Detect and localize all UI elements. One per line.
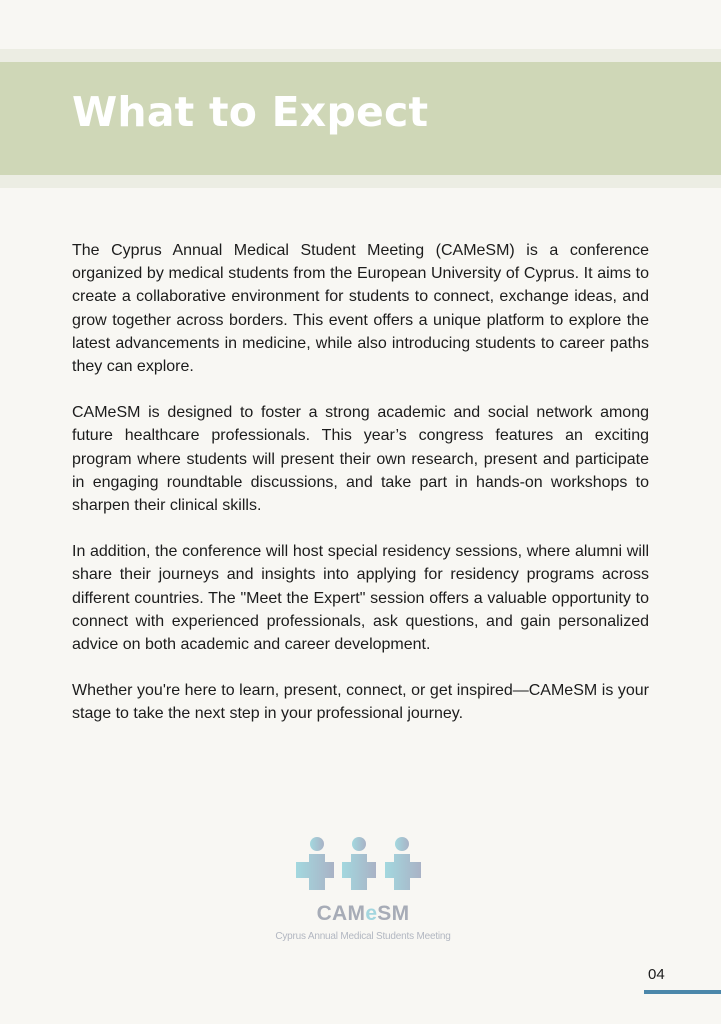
page-number: 04 xyxy=(648,966,665,983)
paragraph-intro: The Cyprus Annual Medical Student Meeting (CAMeSM) is a conference organized by medical students from the European University of Cyprus. It aims to create a collaborative environment for students to connect, exchange ideas, and grow together across borders. This event offers a unique platform to explore the latest advancements in medicine, while also introducing students to career paths they can explore. xyxy=(72,242,649,376)
camesm-logo xyxy=(274,836,452,948)
footer-rule xyxy=(644,990,721,994)
page-title: What to Expect xyxy=(72,88,429,136)
people-cross-icon xyxy=(296,836,430,894)
paragraph-closing: Whether you're here to learn, present, connect, or get inspired—CAMeSM is your stage to take the next step in your professional journey. xyxy=(72,682,649,723)
logo-wordmark-part2: SM xyxy=(377,902,410,925)
paragraph-residency: In addition, the conference will host special residency sessions, where alumni will share their journeys and insights into applying for residency programs across different countries. The "Meet the Expert" session offers a valuable opportunity to connect with experienced professionals, ask questions, and gain personalized advice on both academic and career development. xyxy=(72,543,649,654)
logo-wordmark xyxy=(274,902,452,926)
logo-subtitle: Cyprus Annual Medical Students Meeting xyxy=(275,931,451,942)
body-text xyxy=(72,239,649,749)
logo-wordmark-accent: e xyxy=(365,902,378,925)
logo-wordmark-part1: CAM xyxy=(316,902,366,925)
paragraph-network: CAMeSM is designed to foster a strong academic and social network among future healthcare professionals. This year’s congress features an exciting program where students will present their own research, present and participate in engaging roundtable discussions, and take part in hands-on workshops to sharpen their clinical skills. xyxy=(72,404,649,515)
